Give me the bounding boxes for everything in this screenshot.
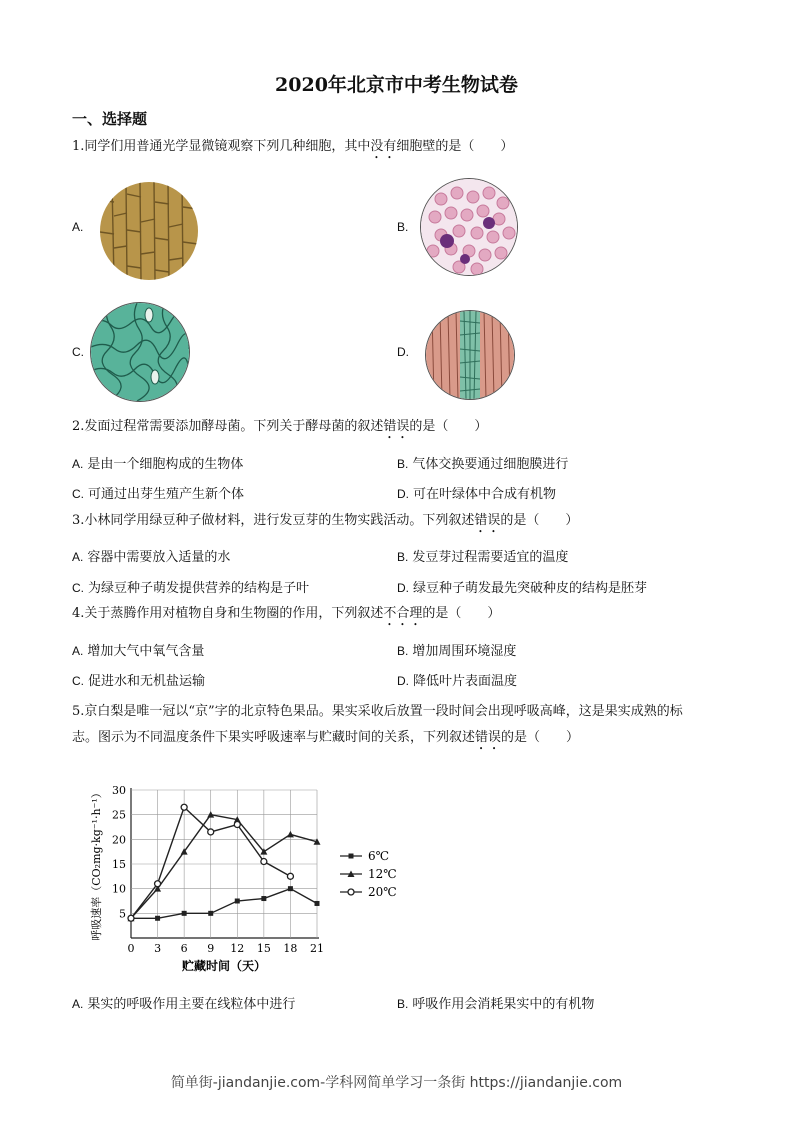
x-tick-label: 15 bbox=[256, 942, 271, 955]
data-point bbox=[235, 899, 240, 904]
q1-option-d[interactable] bbox=[397, 345, 413, 360]
data-point bbox=[181, 804, 187, 810]
q1-stem-emphasis: 没有 bbox=[370, 139, 397, 154]
plant-stem-cell-image bbox=[425, 310, 515, 400]
data-point bbox=[182, 911, 187, 916]
data-point bbox=[208, 829, 214, 835]
q2-option-d-label: D. bbox=[397, 487, 409, 501]
q3-option-c-label: C. bbox=[72, 581, 84, 595]
question-4-stem bbox=[72, 605, 500, 629]
q4-stem-emphasis: 不合理 bbox=[383, 606, 423, 621]
q5-option-a-label: A. bbox=[72, 997, 84, 1011]
q2-option-d-text: 可在叶绿体中合成有机物 bbox=[413, 487, 557, 502]
q3-option-a-text: 容器中需要放入适量的水 bbox=[87, 550, 231, 565]
q2-stem-pre: 2.发面过程常需要添加酵母菌。下列关于酵母菌的叙述 bbox=[72, 419, 384, 434]
onion-epidermis-cell-image bbox=[100, 182, 198, 280]
data-point bbox=[155, 916, 160, 921]
q1-option-c-label: C. bbox=[72, 345, 84, 359]
x-tick-label: 9 bbox=[207, 942, 215, 955]
q4-option-a-text: 增加大气中氧气含量 bbox=[87, 644, 205, 659]
y-tick-labels bbox=[112, 784, 126, 920]
data-point bbox=[155, 881, 161, 887]
y-tick-label: 5 bbox=[119, 907, 126, 921]
q2-option-b-label: B. bbox=[397, 457, 409, 471]
legend-marker bbox=[349, 854, 354, 859]
data-point bbox=[315, 901, 320, 906]
q2-option-a-text: 是由一个细胞构成的生物体 bbox=[87, 457, 244, 472]
q3-option-b-text: 发豆芽过程需要适宜的温度 bbox=[412, 550, 569, 565]
q1-option-c[interactable] bbox=[72, 345, 88, 360]
q4-option-d[interactable] bbox=[397, 670, 517, 689]
legend-label: 6℃ bbox=[368, 849, 390, 863]
y-tick-label: 30 bbox=[112, 784, 126, 797]
y-tick-label: 20 bbox=[112, 833, 126, 847]
q4-option-d-text: 降低叶片表面温度 bbox=[413, 674, 518, 689]
q3-option-a-label: A. bbox=[72, 550, 84, 564]
series-line bbox=[131, 889, 317, 919]
data-point bbox=[287, 873, 293, 879]
q5-line-1: 5.京白梨是唯一冠以“京”字的北京特色果品。果实采收后放置一段时间会出现呼吸高峰，这是果实成熟的标 bbox=[72, 704, 683, 719]
q2-option-b[interactable] bbox=[397, 453, 568, 472]
q2-option-d[interactable] bbox=[397, 483, 556, 502]
q2-option-c-label: C. bbox=[72, 487, 84, 501]
q4-option-a[interactable] bbox=[72, 640, 204, 659]
q3-option-c[interactable] bbox=[72, 577, 309, 596]
q1-option-a-label: A. bbox=[72, 220, 84, 234]
q3-option-d[interactable] bbox=[397, 577, 647, 596]
q5-line-2-emphasis: 错误 bbox=[475, 730, 502, 745]
x-tick-labels bbox=[128, 942, 325, 955]
q1-stem-post: 细胞壁的是（ ） bbox=[396, 139, 514, 154]
q4-option-c-label: C. bbox=[72, 674, 84, 688]
chart-legend bbox=[340, 849, 397, 899]
question-2-stem bbox=[72, 418, 487, 442]
q4-option-b-text: 增加周围环境湿度 bbox=[412, 644, 517, 659]
q2-stem-post: 的是（ ） bbox=[409, 419, 488, 434]
q1-option-a[interactable] bbox=[72, 220, 87, 235]
x-tick-label: 12 bbox=[230, 942, 245, 955]
q3-option-b-label: B. bbox=[397, 550, 409, 564]
page-title: 2020年北京市中考生物试卷 bbox=[275, 74, 518, 96]
data-point bbox=[287, 831, 294, 838]
q1-option-d-label: D. bbox=[397, 345, 409, 359]
q2-option-c-text: 可通过出芽生殖产生新个体 bbox=[88, 487, 245, 502]
q2-option-b-text: 气体交换要通过细胞膜进行 bbox=[412, 457, 569, 472]
q5-line-2-pre: 志。图示为不同温度条件下果实呼吸速率与贮藏时间的关系，下列叙述 bbox=[72, 730, 476, 745]
q4-option-b-label: B. bbox=[397, 644, 409, 658]
x-tick-label: 18 bbox=[283, 942, 298, 955]
q5-option-b-label: B. bbox=[397, 997, 409, 1011]
data-point bbox=[128, 915, 134, 921]
data-point bbox=[288, 886, 293, 891]
q3-option-a[interactable] bbox=[72, 546, 230, 565]
q5-option-a-text: 果实的呼吸作用主要在线粒体中进行 bbox=[87, 997, 296, 1012]
q3-option-b[interactable] bbox=[397, 546, 568, 565]
q2-stem-emphasis: 错误 bbox=[383, 419, 410, 434]
q3-option-c-text: 为绿豆种子萌发提供营养的结构是子叶 bbox=[88, 581, 310, 596]
q4-option-b[interactable] bbox=[397, 640, 516, 659]
x-tick-label: 6 bbox=[180, 942, 188, 955]
q1-stem-pre: 1.同学们用普通光学显微镜观察下列几种细胞，其中 bbox=[72, 139, 371, 154]
q1-option-b-label: B. bbox=[397, 220, 409, 234]
q5-option-b-text: 呼吸作用会消耗果实中的有机物 bbox=[412, 997, 595, 1012]
legend-label: 12℃ bbox=[368, 867, 397, 881]
q1-option-b[interactable] bbox=[397, 220, 412, 235]
q4-option-d-label: D. bbox=[397, 674, 409, 688]
data-point bbox=[261, 859, 267, 865]
q3-option-d-text: 绿豆种子萌发最先突破种皮的结构是胚芽 bbox=[413, 581, 648, 596]
blood-cell-image bbox=[420, 178, 518, 276]
q3-stem-pre: 3.小林同学用绿豆种子做材料，进行发豆芽的生物实践活动。下列叙述 bbox=[72, 513, 475, 528]
q4-stem-post: 的是（ ） bbox=[422, 606, 501, 621]
q3-option-d-label: D. bbox=[397, 581, 409, 595]
q2-option-a[interactable] bbox=[72, 453, 243, 472]
question-5-stem bbox=[72, 699, 732, 753]
q5-line-2 bbox=[72, 725, 732, 753]
q3-stem-post: 的是（ ） bbox=[500, 513, 579, 528]
y-tick-label: 25 bbox=[112, 808, 126, 822]
q2-option-c[interactable] bbox=[72, 483, 244, 502]
question-1-stem bbox=[72, 138, 513, 162]
legend-marker bbox=[348, 889, 354, 895]
y-tick-label: 15 bbox=[112, 858, 126, 871]
question-3-stem bbox=[72, 512, 578, 536]
page-footer: 简单街-jiandanjie.com-学科网简单学习一条街 https://jiandanjie.com bbox=[170, 1075, 623, 1091]
x-tick-label: 0 bbox=[127, 942, 135, 955]
data-point bbox=[261, 896, 266, 901]
y-tick-label: 10 bbox=[112, 882, 126, 896]
data-point bbox=[208, 911, 213, 916]
series-line bbox=[131, 815, 317, 919]
q5-option-b[interactable] bbox=[397, 993, 594, 1012]
x-tick-label: 21 bbox=[310, 942, 324, 955]
x-tick-label: 3 bbox=[154, 942, 162, 955]
q4-option-c-text: 促进水和无机盐运输 bbox=[88, 674, 206, 689]
section-heading: 一、选择题 bbox=[72, 110, 148, 128]
q5-option-a[interactable] bbox=[72, 993, 295, 1012]
q4-option-c[interactable] bbox=[72, 670, 205, 689]
q4-stem-pre: 4.关于蒸腾作用对植物自身和生物圈的作用，下列叙述 bbox=[72, 606, 384, 621]
q2-option-a-label: A. bbox=[72, 457, 84, 471]
chart-series bbox=[128, 804, 321, 921]
x-axis-label: 贮藏时间（天） bbox=[181, 959, 267, 973]
leaf-epidermis-cell-image bbox=[90, 302, 190, 402]
q4-option-a-label: A. bbox=[72, 644, 84, 658]
legend-label: 20℃ bbox=[368, 885, 397, 899]
q5-line-2-post: 的是（ ） bbox=[501, 730, 580, 745]
y-axis-label: 呼吸速率（CO₂mg·kg⁻¹·h⁻¹） bbox=[90, 787, 103, 941]
q3-stem-emphasis: 错误 bbox=[474, 513, 501, 528]
respiration-rate-chart bbox=[78, 770, 408, 980]
data-point bbox=[234, 822, 240, 828]
